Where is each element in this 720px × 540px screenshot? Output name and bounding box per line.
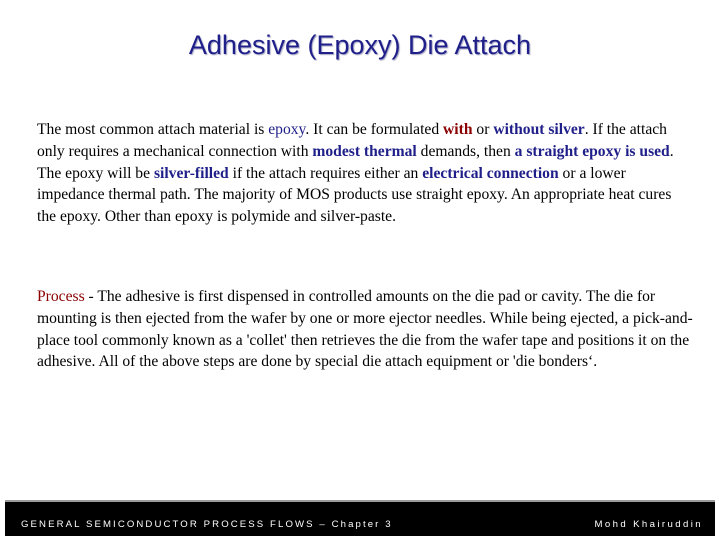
page-title: Adhesive (Epoxy) Die Attach: [188, 30, 532, 60]
keyword-straight-epoxy: a straight epoxy is used: [514, 142, 670, 160]
text-run: . The epoxy will be: [37, 142, 674, 182]
footer-bar: [5, 500, 715, 536]
text-run: or a lower impedance thermal path. The majority of MOS products use straight epoxy. An appropriate heat cures the epoxy. Other than epoxy is polymide and silver-paste.: [37, 164, 672, 226]
paragraph-process: [37, 286, 693, 373]
text-run: . It can be formulated: [305, 121, 444, 138]
keyword-modest-thermal: modest thermal: [312, 142, 417, 160]
keyword-process: Process: [37, 288, 85, 305]
keyword-electrical-connection: electrical connection: [422, 164, 559, 182]
keyword-silver: silver: [548, 121, 585, 138]
text-run: or: [472, 121, 494, 138]
paragraph-epoxy-overview: [37, 119, 693, 228]
text-run: . If the attach only requires a mechanical connection with: [37, 121, 667, 160]
footer-author: Mohd Khairuddin: [594, 519, 703, 530]
text-run: if the attach requires either an: [228, 164, 423, 182]
footer-chapter-label: GENERAL SEMICONDUCTOR PROCESS FLOWS – Chapter 3: [21, 519, 393, 530]
text-run: - The adhesive is first dispensed in controlled amounts on the die pad or cavity. The die for mounting is then ejected from the wafer by one or more ejector needles. While being ejected, a pick-and-place tool commonly known as a 'collet' then retrieves the die from the wafer tape and positions it on the adhesive. All of the above steps are done by special die attach equipment or 'die bonders‘.: [37, 288, 693, 371]
text-run: The most common attach material is: [37, 121, 269, 138]
keyword-with: with: [443, 121, 473, 138]
text-run: demands, then: [416, 142, 515, 160]
keyword-epoxy: epoxy: [268, 121, 306, 138]
keyword-without: without: [493, 121, 545, 138]
keyword-silver-filled: silver-filled: [153, 164, 229, 182]
